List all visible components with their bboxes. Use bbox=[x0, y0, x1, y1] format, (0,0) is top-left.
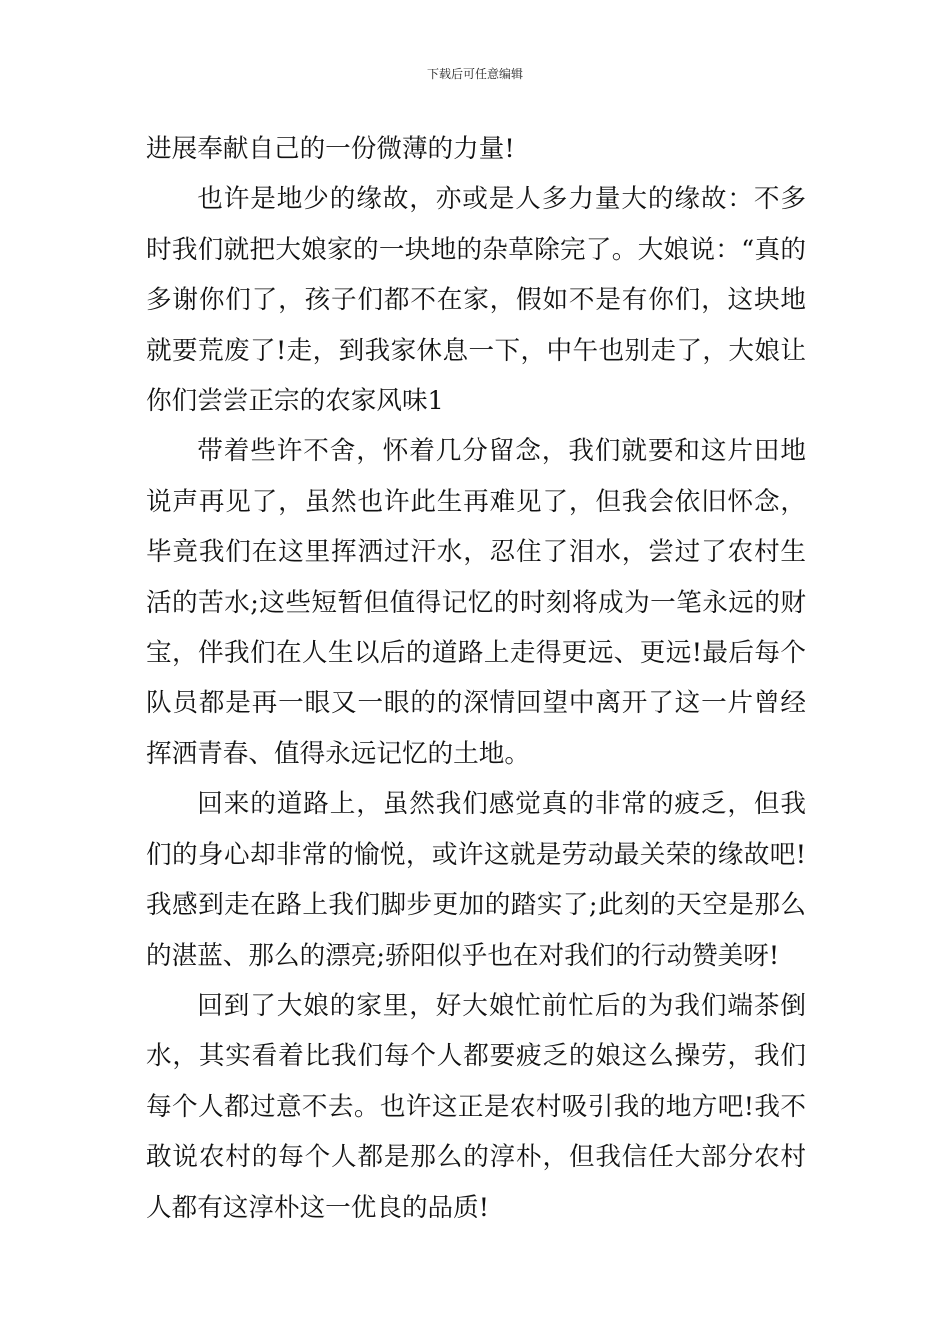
paragraph-2: 也许是地少的缘故，亦或是人多力量大的缘故：不多时我们就把大娘家的一块地的杂草除完了。大娘说：“真的多谢你们了，孩子们都不在家，假如不是有你们，这块地就要荒废了!走，到我家休息一下，中午也别走了，大娘让你们尝尝正宗的农家风味1 bbox=[146, 184, 806, 417]
document-body bbox=[146, 124, 806, 1233]
paragraph-3: 带着些许不舍，怀着几分留念，我们就要和这片田地说声再见了，虽然也许此生再难见了，但我会依旧怀念，毕竟我们在这里挥洒过汗水，忍住了泪水，尝过了农村生活的苦水;这些短暂但值得记忆的时刻将成为一笔永远的财宝，伴我们在人生以后的道路上走得更远、更远!最后每个队员都是再一眼又一眼的的深情回望中离开了这一片曾经挥洒青春、值得永远记忆的土地。 bbox=[146, 436, 806, 769]
paragraph-5: 回到了大娘的家里，好大娘忙前忙后的为我们端茶倒水，其实看着比我们每个人都要疲乏的娘这么操劳，我们每个人都过意不去。也许这正是农村吸引我的地方吧!我不敢说农村的每个人都是那么的淳朴，但我信任大部分农村人都有这淳朴这一优良的品质! bbox=[146, 990, 806, 1223]
paragraph-4: 回来的道路上，虽然我们感觉真的非常的疲乏，但我们的身心却非常的愉悦，或许这就是劳动最关荣的缘故吧!我感到走在路上我们脚步更加的踏实了;此刻的天空是那么的湛蓝、那么的漂亮;骄阳似乎也在对我们的行动赞美呀! bbox=[146, 789, 806, 971]
paragraph-1: 进展奉献自己的一份微薄的力量! bbox=[146, 134, 515, 164]
page-header: 下载后可任意编辑 bbox=[426, 67, 523, 81]
